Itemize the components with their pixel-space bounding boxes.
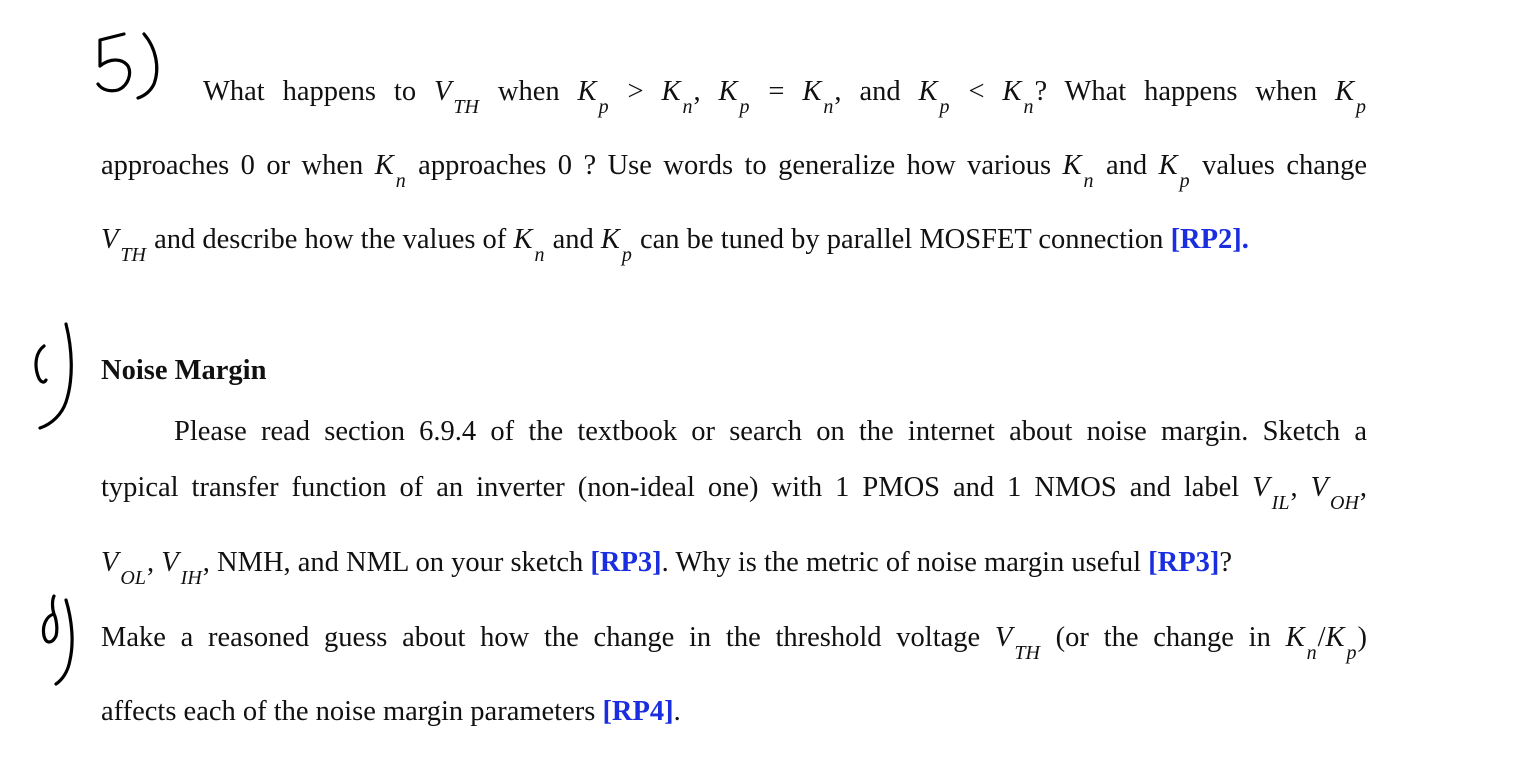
text-segment: affects each of the noise margin parameters [101, 696, 596, 727]
q5-line-2 [101, 146, 1368, 192]
q5-line-3 [101, 220, 1367, 266]
text-segment: values change [1202, 150, 1368, 181]
math-sub-n: n [682, 96, 693, 118]
handwritten-c-annotation [28, 318, 88, 438]
math-comma: , [693, 76, 701, 107]
math-K: K [802, 76, 822, 107]
nm-line-4 [101, 618, 1368, 664]
math-sub-p: p [1179, 170, 1190, 192]
math-gt: > [627, 76, 644, 107]
math-V: V [101, 224, 119, 255]
math-V: V [1252, 472, 1270, 503]
math-sub-p: p [598, 96, 609, 118]
math-K: K [577, 76, 597, 107]
math-K: K [513, 224, 533, 255]
math-sub-IH: IH [180, 567, 202, 589]
text-segment: (or the change in [1055, 622, 1271, 653]
math-sub-n: n [1023, 96, 1034, 118]
q5-line-1 [203, 72, 1367, 118]
math-K: K [1325, 622, 1345, 653]
nm-line-5 [101, 692, 1367, 732]
math-K: K [718, 76, 738, 107]
math-K: K [918, 76, 938, 107]
math-sub-n: n [823, 96, 834, 118]
math-sub-p: p [621, 244, 632, 266]
math-eq: = [768, 76, 785, 107]
math-V: V [161, 547, 179, 578]
math-K: K [374, 150, 394, 181]
math-K: K [600, 224, 620, 255]
math-sub-OH: OH [1330, 492, 1359, 514]
math-sub-TH: TH [1014, 642, 1040, 664]
text-segment: and describe how the values of [154, 224, 507, 255]
math-V: V [101, 547, 119, 578]
text-segment: and [1105, 150, 1148, 181]
math-sub-n: n [534, 244, 545, 266]
math-V: V [434, 76, 452, 107]
math-K: K [1285, 622, 1305, 653]
nm-line-2 [101, 468, 1368, 514]
math-V: V [994, 622, 1013, 653]
math-K: K [1062, 150, 1082, 181]
math-sub-OL: OL [120, 567, 146, 589]
text-segment: . Why is the metric of noise margin useful [661, 547, 1142, 578]
math-sub-p: p [1356, 96, 1367, 118]
math-K: K [661, 76, 681, 107]
text-segment: typical transfer function of an inverter (non-ideal one) with 1 PMOS and 1 NMOS and label [101, 472, 1240, 503]
reference-rp3: [RP3] [1148, 547, 1220, 578]
math-comma: , [202, 547, 210, 578]
math-sub-p: p [939, 96, 950, 118]
math-sub-IL: IL [1271, 492, 1290, 514]
text-segment: and [552, 224, 594, 255]
math-sub-TH: TH [120, 244, 146, 266]
math-K: K [1002, 76, 1022, 107]
math-K: K [1158, 150, 1178, 181]
text-segment: . [673, 696, 681, 727]
math-K: K [1335, 76, 1355, 107]
math-comma: , [834, 76, 842, 107]
math-comma: , [1359, 472, 1368, 503]
handwritten-d-annotation [36, 590, 86, 690]
math-sub-n: n [1083, 170, 1094, 192]
text-segment: ) [1357, 622, 1368, 653]
text-segment: can be tuned by parallel MOSFET connection [640, 224, 1164, 255]
reference-rp2: [RP2]. [1170, 224, 1249, 255]
math-lt: < [968, 76, 985, 107]
text-segment: ? [1219, 547, 1233, 578]
text-segment: ? What happens when [1034, 76, 1318, 107]
math-comma: , [147, 547, 155, 578]
reference-rp3: [RP3] [590, 547, 662, 578]
text-segment: approaches 0 or when [101, 150, 364, 181]
math-comma: , [1290, 472, 1298, 503]
handwritten-5-annotation [88, 28, 168, 108]
nm-line-3 [101, 543, 1367, 589]
text-segment: NMH, and NML on your sketch [217, 547, 584, 578]
math-sub-p: p [739, 96, 750, 118]
math-sub-n: n [1306, 642, 1317, 664]
nm-line-1: Please read section 6.9.4 of the textbook or search on the internet about noise margin. Sketch a [174, 416, 1367, 447]
math-slash: / [1317, 622, 1326, 653]
text-segment: What happens to [203, 76, 417, 107]
reference-rp4: [RP4] [602, 696, 674, 727]
text-segment: approaches 0 ? Use words to generalize how various [418, 150, 1052, 181]
math-V: V [1310, 472, 1328, 503]
text-segment: and [859, 76, 901, 107]
section-heading-noise-margin: Noise Margin [101, 355, 267, 386]
math-sub-TH: TH [453, 96, 479, 118]
math-sub-p: p [1346, 642, 1357, 664]
text-segment: when [497, 76, 560, 107]
text-segment: Make a reasoned guess about how the change in the threshold voltage [101, 622, 981, 653]
math-sub-n: n [395, 170, 406, 192]
